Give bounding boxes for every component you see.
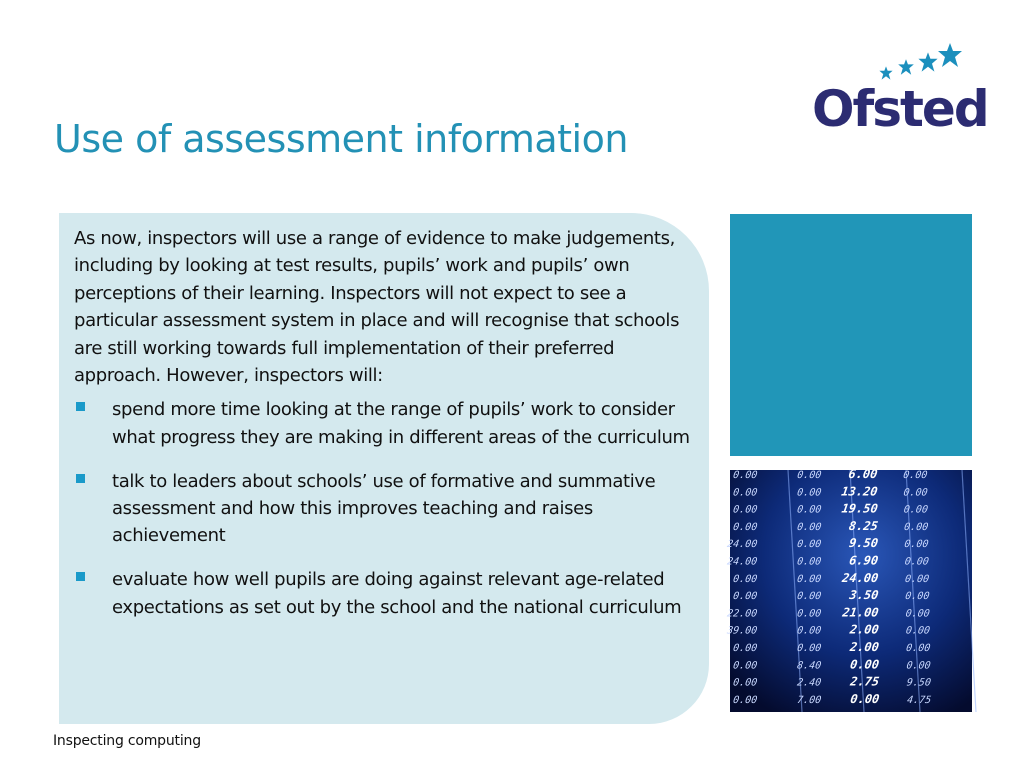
sheet-cell: 2.40: [796, 677, 822, 689]
sheet-cell: 2.00: [849, 640, 880, 654]
sheet-cell: 0.00: [796, 573, 822, 585]
sheet-cell: 0.00: [903, 504, 929, 516]
square-bullet-icon: [76, 572, 85, 581]
sheet-cell: 2.75: [849, 674, 881, 689]
bullet-list: [74, 396, 699, 620]
sheet-cell: 9.50: [905, 677, 932, 689]
sheet-cell: 4.75: [906, 694, 932, 706]
sheet-cell: 0.00: [732, 660, 758, 672]
footer-text: Inspecting computing: [53, 733, 201, 749]
sheet-cell: 0.00: [902, 487, 929, 499]
sheet-cell: 0.00: [796, 539, 822, 551]
sheet-cell: 0.00: [902, 470, 928, 481]
accent-block: [730, 214, 972, 456]
sheet-cell: 22.00: [726, 608, 758, 620]
content-panel: [59, 213, 709, 724]
sheet-cell: 2.00: [848, 622, 880, 637]
sheet-cell: 0.00: [905, 660, 932, 672]
sheet-cell: 0.00: [732, 573, 758, 585]
square-bullet-icon: [76, 474, 85, 483]
spreadsheet-graphic: [726, 467, 972, 712]
sheet-cell: 0.00: [903, 521, 929, 533]
sheet-cell: 8.25: [848, 518, 879, 533]
bullet-text: talk to leaders about schools’ use of formative and summative assessment and how this improves teaching and raises achievement: [112, 470, 656, 547]
sheet-cell: 0.00: [732, 470, 758, 481]
sheet-cell: 3.50: [848, 588, 880, 603]
sheet-cell: 0.00: [732, 694, 758, 706]
list-item: [74, 468, 699, 550]
sheet-cell: 0.00: [796, 643, 822, 654]
sheet-cell: 8.40: [796, 660, 822, 672]
sheet-cell: 0.00: [796, 608, 822, 620]
sheet-cell: 19.50: [840, 501, 879, 516]
sheet-cell: 24.00: [841, 570, 880, 585]
sheet-cell: 0.00: [732, 643, 758, 654]
logo-stars-icon: [879, 43, 962, 80]
sheet-cell: 0.00: [732, 521, 758, 533]
square-bullet-icon: [76, 402, 85, 411]
sheet-cell: 21.00: [841, 605, 880, 620]
sheet-cell: 0.00: [904, 591, 931, 603]
sheet-cell: 6.00: [847, 467, 879, 481]
sheet-cell: 39.00: [726, 625, 758, 637]
sheet-cell: 13.20: [840, 484, 879, 499]
sheet-cell: 0.00: [904, 573, 930, 585]
sheet-cell: 0.00: [849, 657, 881, 672]
bullet-text: spend more time looking at the range of pupils’ work to consider what progress they are making in different areas of the curriculum: [112, 399, 690, 448]
sheet-cell: 24.00: [726, 556, 758, 568]
sheet-cell: 0.00: [796, 591, 822, 603]
sheet-cell: 0.00: [732, 677, 758, 689]
sheet-cell: 0.00: [732, 591, 758, 603]
list-item: [74, 566, 699, 620]
sheet-cell: 0.00: [849, 691, 881, 706]
spreadsheet-image: [726, 467, 972, 712]
page-title: Use of assessment information: [54, 117, 628, 161]
sheet-cell: 0.00: [903, 556, 930, 568]
sheet-cell: 0.00: [796, 521, 822, 533]
sheet-cell: 0.00: [903, 539, 930, 551]
sheet-cell: 0.00: [796, 504, 822, 516]
ofsted-logo: [810, 40, 988, 138]
sheet-cell: 0.00: [796, 625, 822, 637]
sheet-cell: 0.00: [732, 504, 758, 516]
list-item: [74, 396, 699, 450]
sheet-cell: 6.90: [848, 553, 880, 568]
sheet-cell: 7.00: [796, 694, 822, 706]
intro-paragraph: As now, inspectors will use a range of evidence to make judgements, including by looking at test results, pupils’ work and pupils’ own perceptions of their learning. Inspectors will not expect to see a particular assessment system in place and will recognise that schools are still working towards full implementation of their preferred approach. However, inspectors will:: [74, 228, 680, 387]
sheet-cell: 0.00: [796, 556, 822, 568]
sheet-cell: 0.00: [732, 487, 758, 499]
sheet-cell: 9.50: [848, 536, 879, 551]
sheet-cell: 0.00: [796, 487, 822, 499]
sheet-cell: 0.00: [905, 625, 931, 637]
sheet-cell: 0.00: [905, 643, 931, 654]
sheet-cell: 0.00: [796, 470, 822, 481]
logo-wordmark: Ofsted: [812, 80, 988, 138]
bullet-text: evaluate how well pupils are doing against relevant age-related expectations as set out by the school and the national curriculum: [112, 569, 682, 618]
sheet-cell: 24.00: [726, 539, 758, 551]
sheet-cell: 0.00: [904, 608, 931, 620]
